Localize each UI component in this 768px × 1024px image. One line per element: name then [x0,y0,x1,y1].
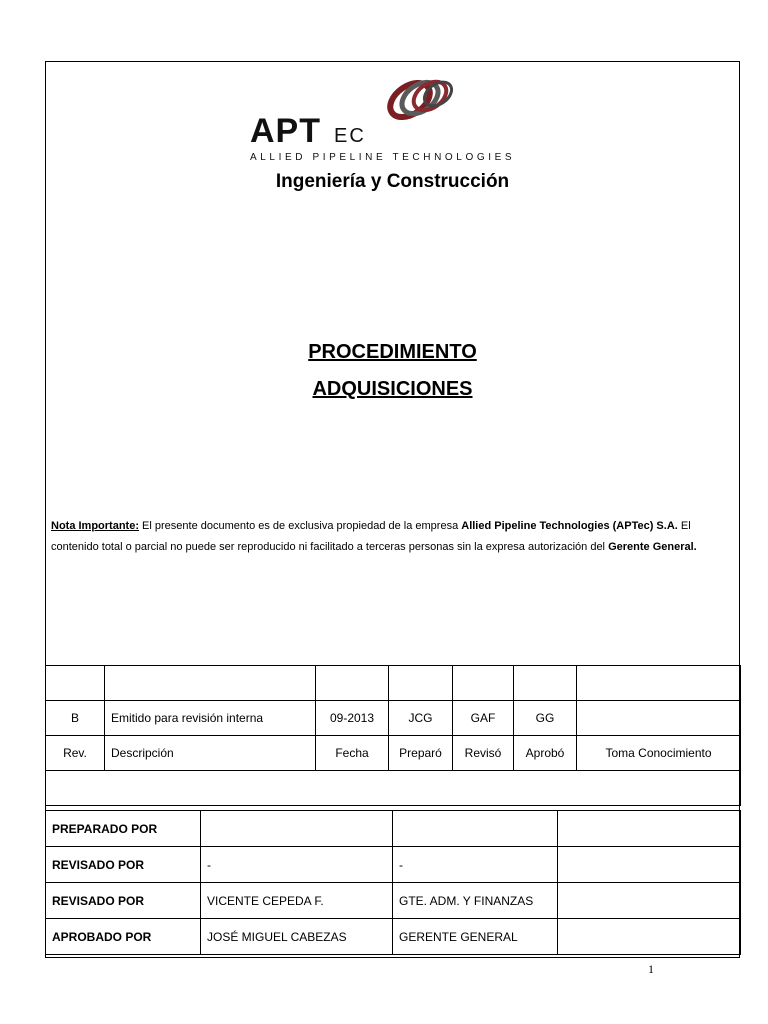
table-cell [105,666,316,701]
page-number: 1 [648,962,654,976]
table-cell: GG [514,701,577,736]
table-cell [558,847,741,883]
table-cell: - [201,847,393,883]
column-header: Toma Conocimiento [577,736,741,771]
column-header: Rev. [46,736,105,771]
table-row [46,666,741,701]
table-cell [558,919,741,955]
table-cell [577,666,741,701]
table-cell: GTE. ADM. Y FINANZAS [393,883,558,919]
role-label: REVISADO POR [46,847,201,883]
column-header: Revisó [453,736,514,771]
note-text1: El presente documento es de exclusiva propiedad de la empresa [139,520,462,532]
table-cell: VICENTE CEPEDA F. [201,883,393,919]
table-row [46,701,741,736]
column-header: Fecha [316,736,389,771]
document-subtitle: Ingeniería y Construcción [275,171,510,192]
table-row [46,847,741,883]
logo-tagline: ALLIED PIPELINE TECHNOLOGIES [250,152,516,163]
document-title-line2: ADQUISICIONES [312,378,473,400]
logo-wordmark: APT [250,112,321,150]
table-cell: - [393,847,558,883]
note-text2: El contenido total o parcial no puede ser reproducido ni facilitado a terceras personas sin la expresa autorización del [51,520,691,553]
table-row [46,811,741,847]
table-row [46,883,741,919]
table-cell: GERENTE GENERAL [393,919,558,955]
table-header-row [46,736,741,771]
note-company: Allied Pipeline Technologies (APTec) S.A. [461,520,678,532]
revision-table [45,665,741,806]
logo-wordmark-suffix: EC [334,125,366,147]
role-label: REVISADO POR [46,883,201,919]
table-cell [393,811,558,847]
role-label: PREPARADO POR [46,811,201,847]
table-cell [558,811,741,847]
table-cell [577,701,741,736]
column-header: Descripción [105,736,316,771]
table-cell: JOSÉ MIGUEL CABEZAS [201,919,393,955]
document-title-line1: PROCEDIMIENTO [308,341,477,363]
column-header: Aprobó [514,736,577,771]
table-cell: 09-2013 [316,701,389,736]
table-cell [514,666,577,701]
table-cell [46,666,105,701]
table-cell [201,811,393,847]
table-cell [453,666,514,701]
role-label: APROBADO POR [46,919,201,955]
table-row [46,919,741,955]
note-label: Nota Importante: [51,520,139,532]
table-cell: Emitido para revisión interna [105,701,316,736]
table-spacer-row [46,771,741,806]
table-cell: JCG [389,701,453,736]
table-cell: GAF [453,701,514,736]
note-authority: Gerente General. [608,541,697,553]
signature-table [45,810,741,955]
important-note [51,516,735,558]
table-cell [558,883,741,919]
table-cell [316,666,389,701]
table-cell [46,771,741,806]
column-header: Preparó [389,736,453,771]
aptec-logo [248,70,538,165]
swirl-icon [384,76,456,124]
table-cell: B [46,701,105,736]
table-cell [389,666,453,701]
